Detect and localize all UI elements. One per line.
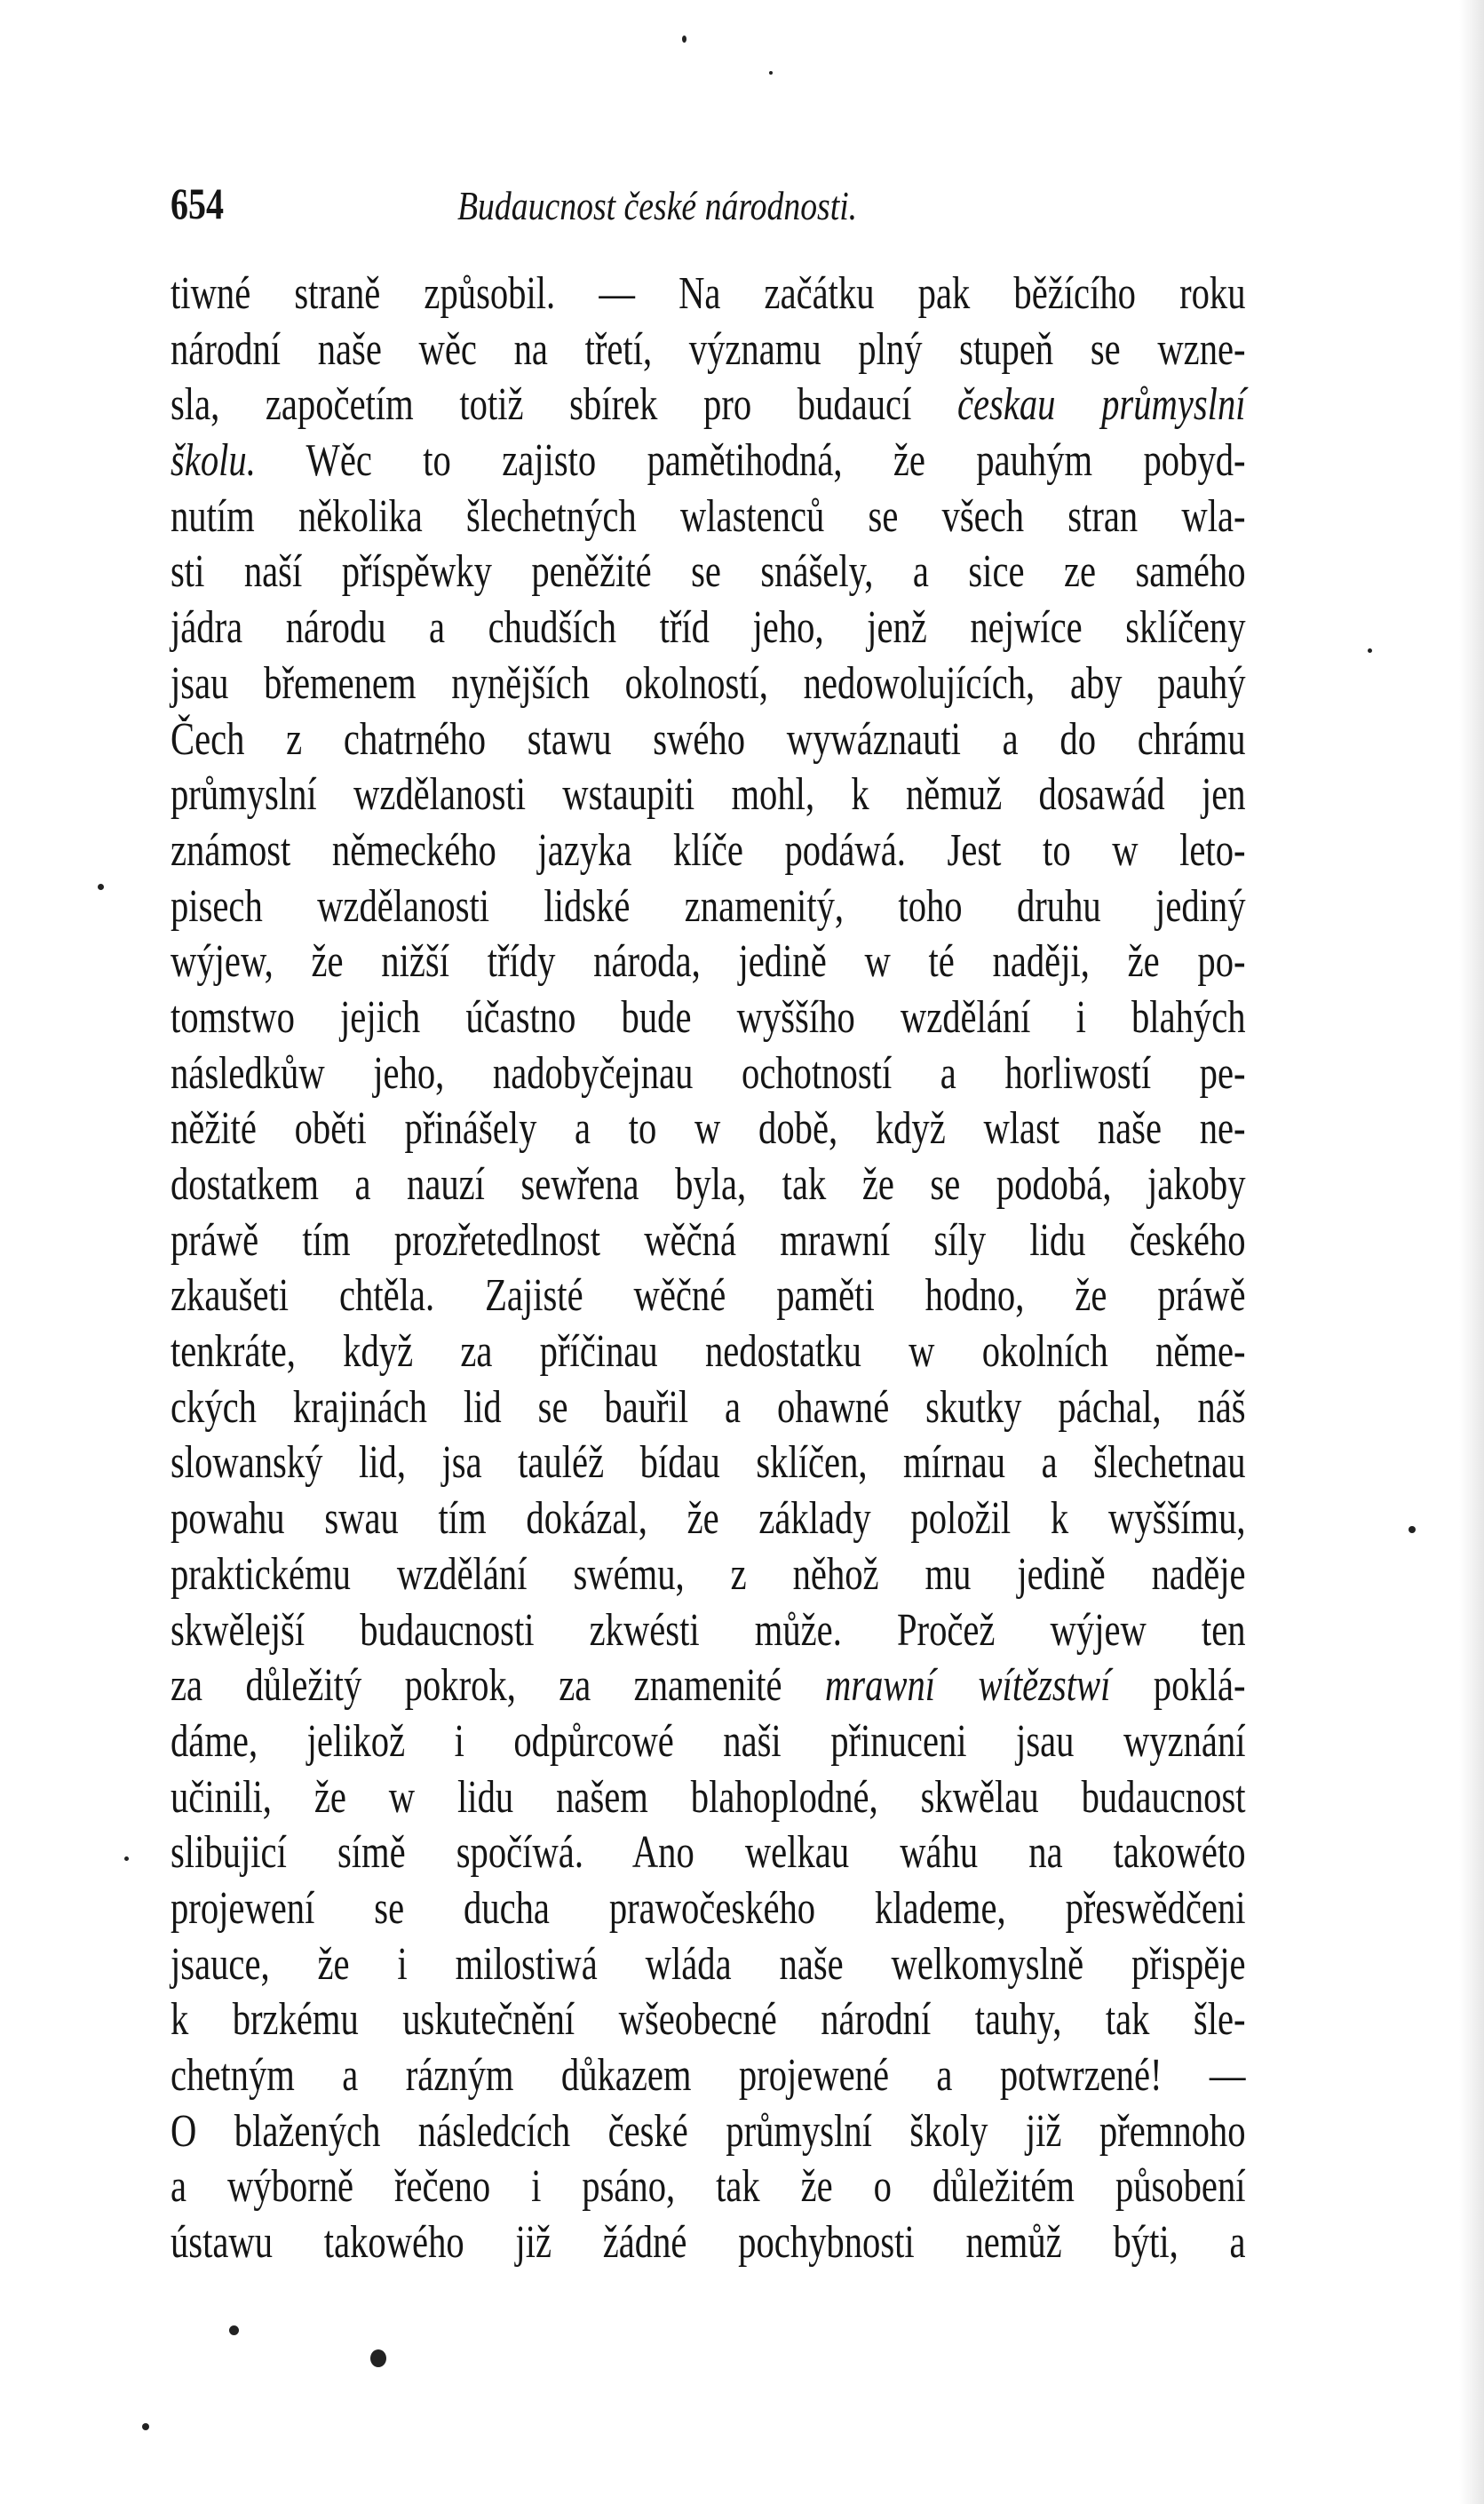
text-line [171, 1157, 1246, 1213]
page-number: 654 [171, 179, 224, 228]
text-segment: zkaušeti chtěla. Zajisté wěčné paměti hodno, že práwě [171, 1270, 1246, 1322]
text-line [171, 2215, 1246, 2271]
text-line [171, 1714, 1246, 1770]
text-line [171, 600, 1246, 656]
text-segment: k brzkému uskutečnění wšeobecné národní tauhy, tak šle- [171, 1994, 1246, 2046]
italic-text: českau průmyslní [956, 379, 1246, 431]
text-segment: powahu swau tím dokázal, že základy položil k wyššímu, [171, 1493, 1246, 1545]
text-segment: O blažených následcích české průmyslní školy již přemnoho [171, 2105, 1246, 2157]
text-segment: tomstwo jejich účastno bude wyššího wzdělání i blahých [171, 991, 1246, 1043]
text-segment: Čech z chatrného stawu swého wywáznauti a do chrámu [171, 713, 1246, 765]
text-line [171, 1937, 1246, 1993]
text-line [171, 1046, 1246, 1102]
text-segment: učinili, že w lidu našem blahoplodné, skwělau budaucnost [171, 1771, 1246, 1823]
text-line [171, 322, 1246, 378]
text-line [171, 1547, 1246, 1603]
text-segment: chetným a rázným důkazem projewené a potwrzené! — [171, 2050, 1246, 2101]
text-segment: známost německého jazyka klíče podáwá. Jest to w leto- [171, 824, 1246, 876]
text-segment: skwělejší budaucnosti zkwésti může. Pročež wýjew ten [171, 1604, 1246, 1656]
text-segment: něžité oběti přinášely a to w době, když wlast naše ne- [171, 1103, 1246, 1155]
text-segment: praktickému wzdělání swému, z něhož mu jedině naděje [171, 1548, 1246, 1600]
scan-speck [1368, 648, 1372, 653]
text-segment: sla, započetím totiž sbírek pro budaucí [171, 379, 957, 431]
text-segment: Wěc to zajisto pamětihodná, že pauhým pobyd- [255, 435, 1246, 487]
text-line [171, 2048, 1246, 2104]
text-line [171, 1658, 1246, 1714]
scan-speck [769, 71, 773, 75]
scan-speck [124, 1856, 129, 1861]
text-line [171, 2104, 1246, 2160]
text-line [171, 545, 1246, 600]
text-segment: tenkráte, když za příčinau nedostatku w okolních něme- [171, 1326, 1246, 1378]
text-segment: průmyslní wzdělanosti wstaupiti mohl, k němuž dosawád jen [171, 769, 1246, 821]
text-line [171, 266, 1246, 322]
text-line [171, 1435, 1246, 1491]
text-segment: práwě tím prozřetedlnost wěčná mrawní síly lidu českého [171, 1214, 1246, 1266]
text-line [171, 712, 1246, 768]
scan-speck [229, 2325, 239, 2335]
scan-speck [370, 2349, 386, 2367]
text-segment: nutím několika šlechetných wlastenců se všech stran wla- [171, 490, 1246, 542]
text-line [171, 433, 1246, 489]
scan-speck [682, 36, 686, 43]
text-segment: a wýborně řečeno i psáno, tak že o důležitém působení [171, 2161, 1246, 2213]
scan-speck [1409, 1526, 1416, 1533]
text-segment: jádra národu a chudších tříd jeho, jenž nejwíce sklíčeny [171, 602, 1246, 654]
text-line [171, 656, 1246, 712]
text-line [171, 1101, 1246, 1157]
italic-text: školu. [171, 435, 256, 487]
body-text [171, 266, 1484, 2271]
text-line [171, 1491, 1246, 1547]
text-segment: národní naše wěc na třetí, významu plný stupeň se wzne- [171, 323, 1246, 375]
text-line [171, 990, 1246, 1046]
text-line [171, 1268, 1246, 1324]
text-line [171, 2159, 1246, 2215]
text-line [171, 1770, 1246, 1826]
text-segment: pisech wzdělanosti lidské znamenitý, toho druhu jediný [171, 880, 1246, 932]
text-segment: následkůw jeho, nadobyčejnau ochotností a horliwostí pe- [171, 1047, 1246, 1099]
text-line [171, 1881, 1246, 1937]
running-title: Budaucnost české národnosti. [457, 183, 858, 228]
text-segment: sti naší příspěwky peněžité se snášely, a sice ze samého [171, 546, 1246, 598]
text-segment: ckých krajinách lid se bauřil a ohawné skutky páchal, náš [171, 1381, 1246, 1433]
text-line [171, 1324, 1246, 1380]
scan-speck [98, 884, 104, 890]
italic-text: mrawní wítězstwí [824, 1660, 1111, 1712]
text-line [171, 879, 1246, 935]
text-segment: jsau břemenem nynějších okolností, nedowolujících, aby pauhý [171, 657, 1246, 709]
text-segment: slowanský lid, jsa tauléž bídau sklíčen, mírnau a šlechetnau [171, 1437, 1246, 1489]
text-line [171, 934, 1246, 990]
text-segment: za důležitý pokrok, za znamenité [171, 1660, 825, 1712]
text-line [171, 1213, 1246, 1269]
text-segment: dáme, jelikož i odpůrcowé naši přinuceni jsau wyznání [171, 1715, 1246, 1767]
text-segment: wýjew, že nižší třídy národa, jedině w té naději, že po- [171, 936, 1246, 988]
text-line [171, 1603, 1246, 1659]
text-line [171, 1992, 1246, 2048]
text-line [171, 1825, 1246, 1881]
text-line [171, 489, 1246, 545]
text-segment: jsauce, že i milostiwá wláda naše welkomyslně přispěje [171, 1938, 1246, 1990]
text-segment: projewení se ducha prawočeského klademe, přeswědčeni [171, 1882, 1246, 1934]
scan-speck [142, 2423, 149, 2430]
text-segment: slibujicí símě spočíwá. Ano welkau wáhu na takowéto [171, 1827, 1246, 1879]
text-segment: ústawu takowého již žádné pochybnosti nemůž býti, a [171, 2217, 1246, 2269]
text-line [171, 823, 1246, 879]
text-segment: tiwné straně způsobil. — Na začátku pak běžícího roku [171, 268, 1246, 319]
text-segment: poklá- [1110, 1660, 1246, 1712]
text-line [171, 378, 1246, 433]
text-line [171, 1380, 1246, 1436]
text-segment: dostatkem a nauzí sewřena byla, tak že se podobá, jakoby [171, 1159, 1246, 1210]
text-line [171, 767, 1246, 823]
